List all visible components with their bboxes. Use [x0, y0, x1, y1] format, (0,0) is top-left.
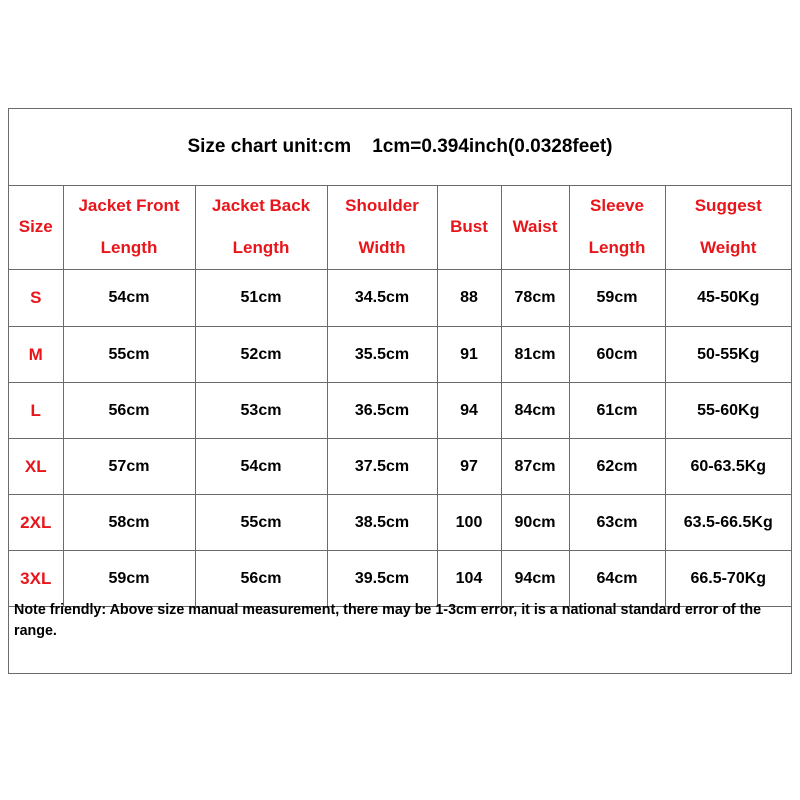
sleeve-length-cell: 59cm [569, 270, 665, 327]
chart-title: Size chart unit:cm 1cm=0.394inch(0.0328feet) [9, 109, 791, 186]
suggest-weight-cell: 55-60Kg [665, 383, 791, 439]
size-cell: 3XL [9, 551, 63, 607]
shoulder-width-cell: 39.5cm [327, 551, 437, 607]
suggest-weight-cell: 50-55Kg [665, 327, 791, 383]
header-waist: Waist [501, 185, 569, 270]
back-length-cell: 55cm [195, 495, 327, 551]
header-shoulder-width: Shoulder Width [327, 185, 437, 270]
front-length-cell: 59cm [63, 551, 195, 607]
back-length-cell: 53cm [195, 383, 327, 439]
size-chart-frame [8, 108, 792, 674]
bust-cell: 100 [437, 495, 501, 551]
sleeve-length-cell: 63cm [569, 495, 665, 551]
waist-cell: 78cm [501, 270, 569, 327]
shoulder-width-cell: 34.5cm [327, 270, 437, 327]
front-length-cell: 58cm [63, 495, 195, 551]
size-cell: XL [9, 439, 63, 495]
suggest-weight-cell: 45-50Kg [665, 270, 791, 327]
bust-cell: 88 [437, 270, 501, 327]
waist-cell: 84cm [501, 383, 569, 439]
suggest-weight-cell: 63.5-66.5Kg [665, 495, 791, 551]
back-length-cell: 52cm [195, 327, 327, 383]
table-row [9, 327, 791, 383]
table-row [9, 495, 791, 551]
header-bust: Bust [437, 185, 501, 270]
sleeve-length-cell: 61cm [569, 383, 665, 439]
front-length-cell: 56cm [63, 383, 195, 439]
header-row [9, 185, 791, 270]
front-length-cell: 54cm [63, 270, 195, 327]
size-cell: L [9, 383, 63, 439]
shoulder-width-cell: 36.5cm [327, 383, 437, 439]
sleeve-length-cell: 60cm [569, 327, 665, 383]
waist-cell: 81cm [501, 327, 569, 383]
bust-cell: 104 [437, 551, 501, 607]
back-length-cell: 56cm [195, 551, 327, 607]
header-suggest-weight: Suggest Weight [665, 185, 791, 270]
sleeve-length-cell: 64cm [569, 551, 665, 607]
size-cell: 2XL [9, 495, 63, 551]
table-row [9, 439, 791, 495]
back-length-cell: 54cm [195, 439, 327, 495]
waist-cell: 87cm [501, 439, 569, 495]
note-text: Note friendly: Above size manual measurement, there may be 1-3cm error, it is a national standard error of the range. [14, 602, 762, 639]
suggest-weight-cell: 60-63.5Kg [665, 439, 791, 495]
size-cell: S [9, 270, 63, 327]
header-size: Size [9, 185, 63, 270]
shoulder-width-cell: 37.5cm [327, 439, 437, 495]
table-row [9, 383, 791, 439]
waist-cell: 90cm [501, 495, 569, 551]
shoulder-width-cell: 38.5cm [327, 495, 437, 551]
bust-cell: 91 [437, 327, 501, 383]
shoulder-width-cell: 35.5cm [327, 327, 437, 383]
back-length-cell: 51cm [195, 270, 327, 327]
table-row [9, 270, 791, 327]
bust-cell: 94 [437, 383, 501, 439]
size-cell: M [9, 327, 63, 383]
front-length-cell: 55cm [63, 327, 195, 383]
suggest-weight-cell: 66.5-70Kg [665, 551, 791, 607]
bust-cell: 97 [437, 439, 501, 495]
front-length-cell: 57cm [63, 439, 195, 495]
sleeve-length-cell: 62cm [569, 439, 665, 495]
header-jacket-back-length: Jacket Back Length [195, 185, 327, 270]
waist-cell: 94cm [501, 551, 569, 607]
header-sleeve-length: Sleeve Length [569, 185, 665, 270]
size-table [9, 185, 791, 607]
header-jacket-front-length: Jacket Front Length [63, 185, 195, 270]
